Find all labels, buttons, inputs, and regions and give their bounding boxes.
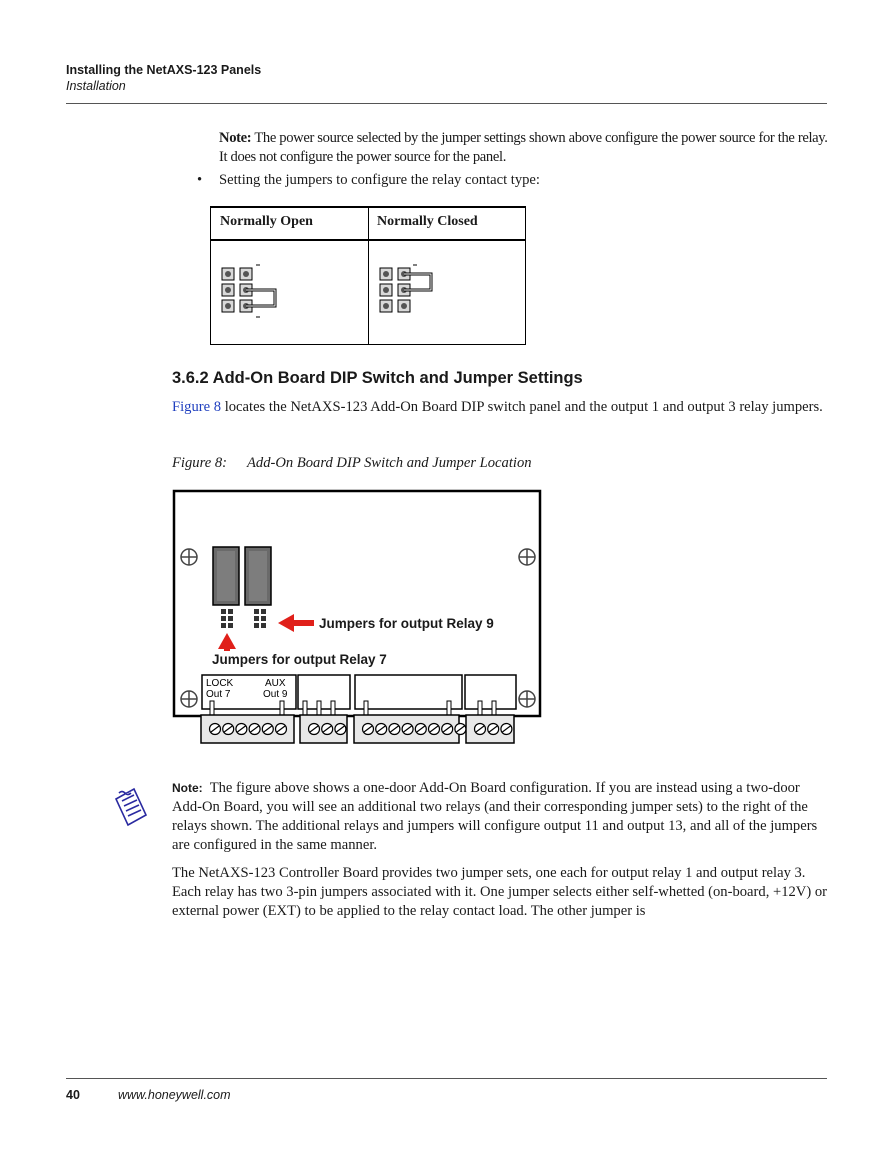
note-one-door-config: [172, 779, 832, 855]
label-out9: Out 9: [263, 689, 288, 700]
footer-divider: [66, 1078, 827, 1079]
header-divider: [66, 103, 827, 104]
add-on-board-diagram: [170, 487, 550, 752]
screw-terminal-blocks: [201, 715, 514, 743]
note-power-source: [219, 129, 829, 167]
body-paragraph: The NetAXS-123 Controller Board provides two jumper sets, one each for output relay 1 and output relay 3. Each relay has two 3-pin jumpers associated with it. One jumper selects either self-whetted (on-board, +12V) or external power (EXT) to be applied to the relay contact load. The other jumper is: [172, 865, 828, 919]
figure-caption: [172, 455, 532, 472]
figure-caption-text: Add-On Board DIP Switch and Jumper Location: [246, 455, 532, 471]
section-paragraph: [172, 398, 832, 417]
column-header-normally-open: Normally Open: [220, 214, 313, 229]
section-heading: 3.6.2 Add-On Board DIP Switch and Jumper Settings: [172, 369, 583, 387]
note-text: The figure above shows a one-door Add-On Board configuration. If you are instead using a two-door Add-On Board, you will see an additional two relays (and their corresponding jumper sets) to the right of the relays shown. The additional relays and jumpers will configure output 11 and output 13, and all of the jumpers are configured in the same manner.: [172, 780, 818, 853]
jumper-normally-closed-diagram: [377, 263, 447, 323]
column-header-normally-closed: Normally Closed: [377, 214, 478, 229]
note-label: Note:: [219, 130, 252, 146]
footer-url[interactable]: www.honeywell.com: [118, 1088, 231, 1102]
jumper-config-table: [210, 206, 526, 345]
label-out7: Out 7: [206, 689, 231, 700]
table-column-divider: [368, 208, 369, 344]
label-relay-7: Jumpers for output Relay 7: [212, 652, 387, 667]
figure-link[interactable]: Figure 8: [172, 399, 222, 415]
terminal-housing: [202, 675, 516, 709]
paragraph-text: locates the NetAXS-123 Add-On Board DIP switch panel and the output 1 and output 3 relay jumpers.: [221, 399, 823, 415]
bullet-text: Setting the jumpers to configure the relay contact type:: [219, 172, 540, 188]
running-header-title: Installing the NetAXS-123 Panels: [66, 63, 262, 77]
note-label: Note:: [172, 781, 203, 795]
label-aux: AUX: [265, 678, 286, 689]
note-icon: [110, 785, 150, 829]
page-number: 40: [66, 1088, 80, 1102]
label-lock: LOCK: [206, 678, 234, 689]
jumper-normally-open-diagram: [219, 263, 289, 323]
bullet-marker: •: [197, 172, 203, 188]
label-relay-9: Jumpers for output Relay 9: [319, 616, 494, 631]
running-header-subtitle: Installation: [66, 79, 126, 93]
figure-number: Figure 8:: [172, 455, 227, 471]
note-text: The power source selected by the jumper settings shown above configure the power source for the relay. It does not configure the power source for the panel.: [219, 130, 828, 165]
